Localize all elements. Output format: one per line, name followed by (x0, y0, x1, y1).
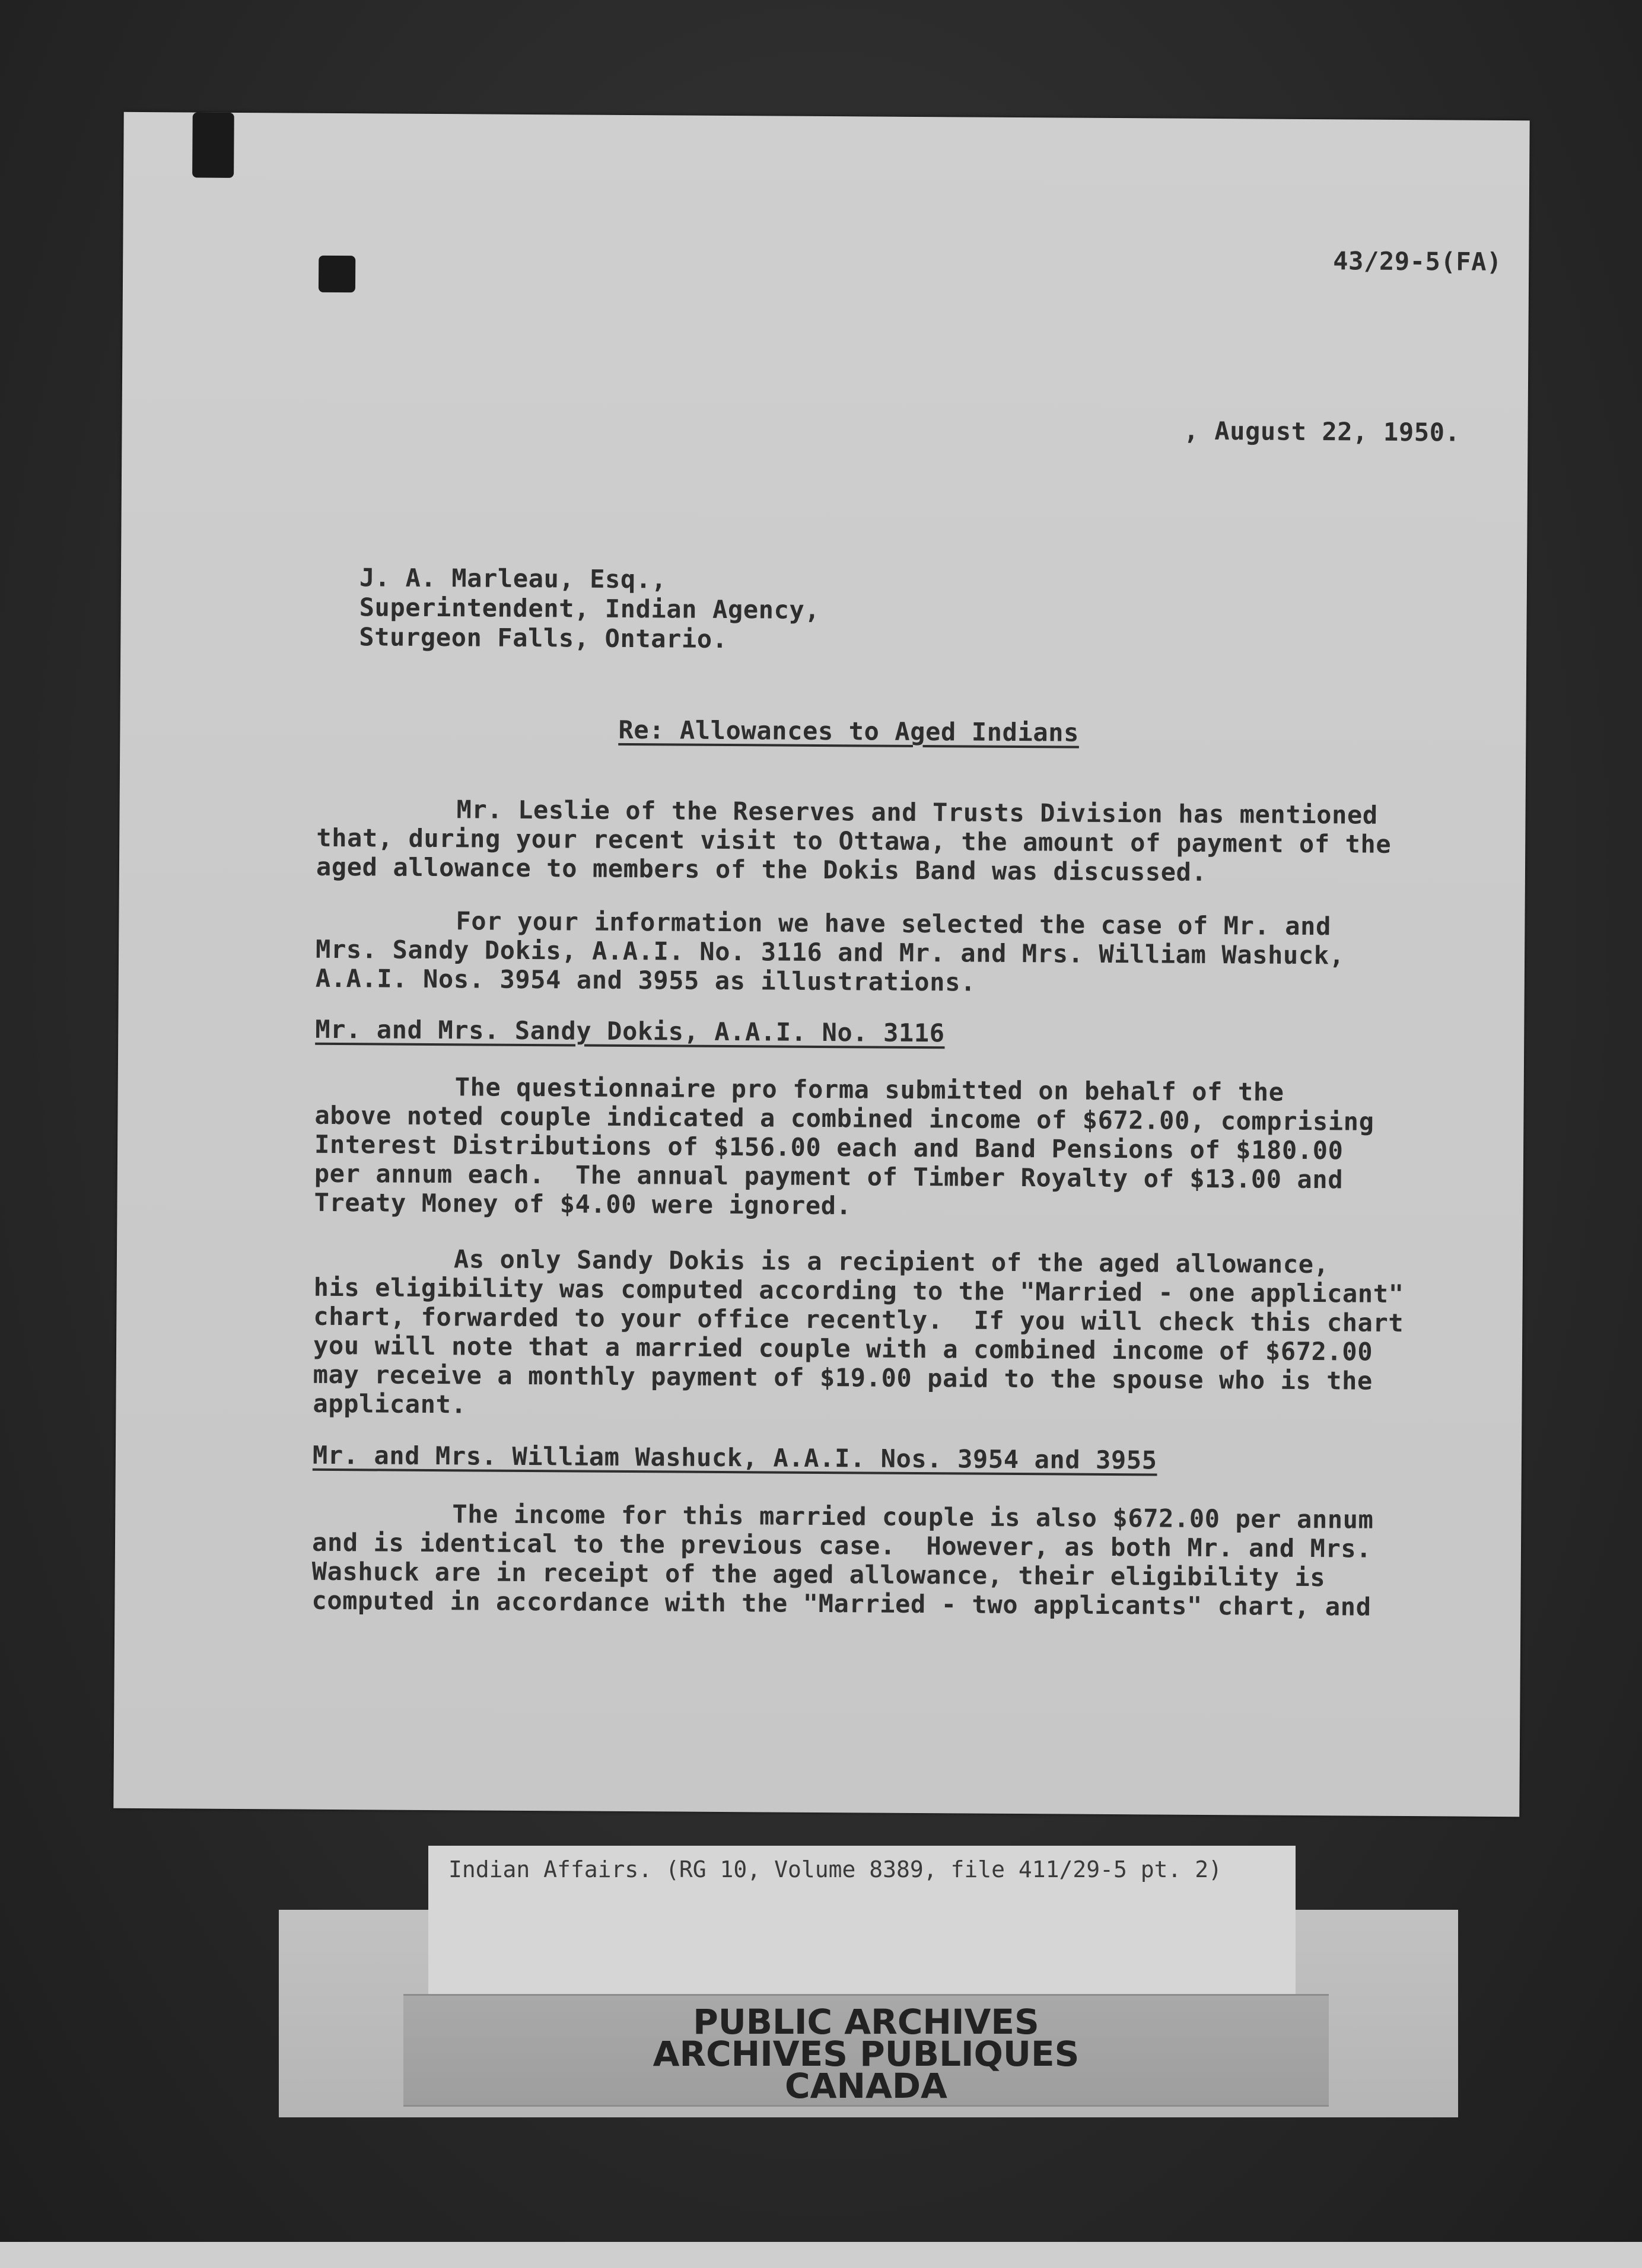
body-line: per annum each. The annual payment of Timber Royalty of $13.00 and (314, 1158, 1344, 1194)
file-reference: 43/29-5(FA) (1333, 246, 1503, 276)
subject-line: Re: Allowances to Aged Indians (618, 715, 1080, 747)
film-edge (0, 2242, 1642, 2268)
stamp-line-2: ARCHIVES PUBLIQUES (653, 2034, 1080, 2074)
body-line: A.A.I. Nos. 3954 and 3955 as illustrations. (315, 963, 976, 997)
body-line: For your information we have selected the case of Mr. and (456, 906, 1332, 941)
body-line: As only Sandy Dokis is a recipient of the aged allowance, (453, 1244, 1329, 1279)
punch-hole-left (319, 256, 355, 292)
section-heading-dokis: Mr. and Mrs. Sandy Dokis, A.A.I. No. 3116 (315, 1014, 945, 1048)
body-line: may receive a monthly payment of $19.00 paid to the spouse who is the (313, 1359, 1373, 1396)
address-line: Superintendent, Indian Agency, (359, 593, 820, 625)
address-line: Sturgeon Falls, Ontario. (359, 622, 728, 654)
punch-hole-top (192, 112, 234, 177)
stamp-line-3: CANADA (785, 2066, 947, 2106)
body-line: aged allowance to members of the Dokis Band was discussed. (316, 852, 1207, 887)
letter-page (113, 112, 1529, 1817)
section-heading-washuck: Mr. and Mrs. William Washuck, A.A.I. Nos. 3954 and 3955 (312, 1440, 1157, 1475)
archives-stamp-band (403, 1994, 1329, 2107)
body-line: applicant. (313, 1388, 467, 1419)
body-line: Treaty Money of $4.00 were ignored. (314, 1187, 852, 1221)
body-line: and is identical to the previous case. However, as both Mr. and Mrs. (311, 1527, 1372, 1563)
body-line: The questionnaire pro forma submitted on behalf of the (454, 1072, 1284, 1107)
body-line: Mr. Leslie of the Reserves and Trusts Division has mentioned (456, 795, 1378, 830)
body-line: computed in accordance with the "Married - two applicants" chart, and (311, 1585, 1371, 1622)
letter-date: , August 22, 1950. (1183, 416, 1460, 447)
body-line: that, during your recent visit to Ottawa, the amount of payment of the (316, 823, 1392, 859)
address-line: J. A. Marleau, Esq., (359, 563, 667, 594)
body-line: above noted couple indicated a combined income of $672.00, comprising (314, 1100, 1374, 1136)
archive-reference-text: Indian Affairs. (RG 10, Volume 8389, file 411/29-5 pt. 2) (448, 1856, 1223, 1882)
body-line: Interest Distributions of $156.00 each and Band Pensions of $180.00 (314, 1129, 1344, 1165)
body-line: his eligibility was computed according to the "Married - one applicant" (313, 1272, 1404, 1309)
body-line: Mrs. Sandy Dokis, A.A.I. No. 3116 and Mr. and Mrs. William Washuck, (315, 934, 1345, 970)
body-line: The income for this married couple is also $672.00 per annum (452, 1499, 1374, 1534)
archive-reference-label (428, 1846, 1296, 1994)
body-line: chart, forwarded to your office recently. If you will check this chart (313, 1301, 1404, 1338)
stamp-line-1: PUBLIC ARCHIVES (693, 2002, 1039, 2042)
body-line: you will note that a married couple with a combined income of $672.00 (313, 1330, 1373, 1366)
body-line: Washuck are in receipt of the aged allowance, their eligibility is (311, 1556, 1326, 1592)
